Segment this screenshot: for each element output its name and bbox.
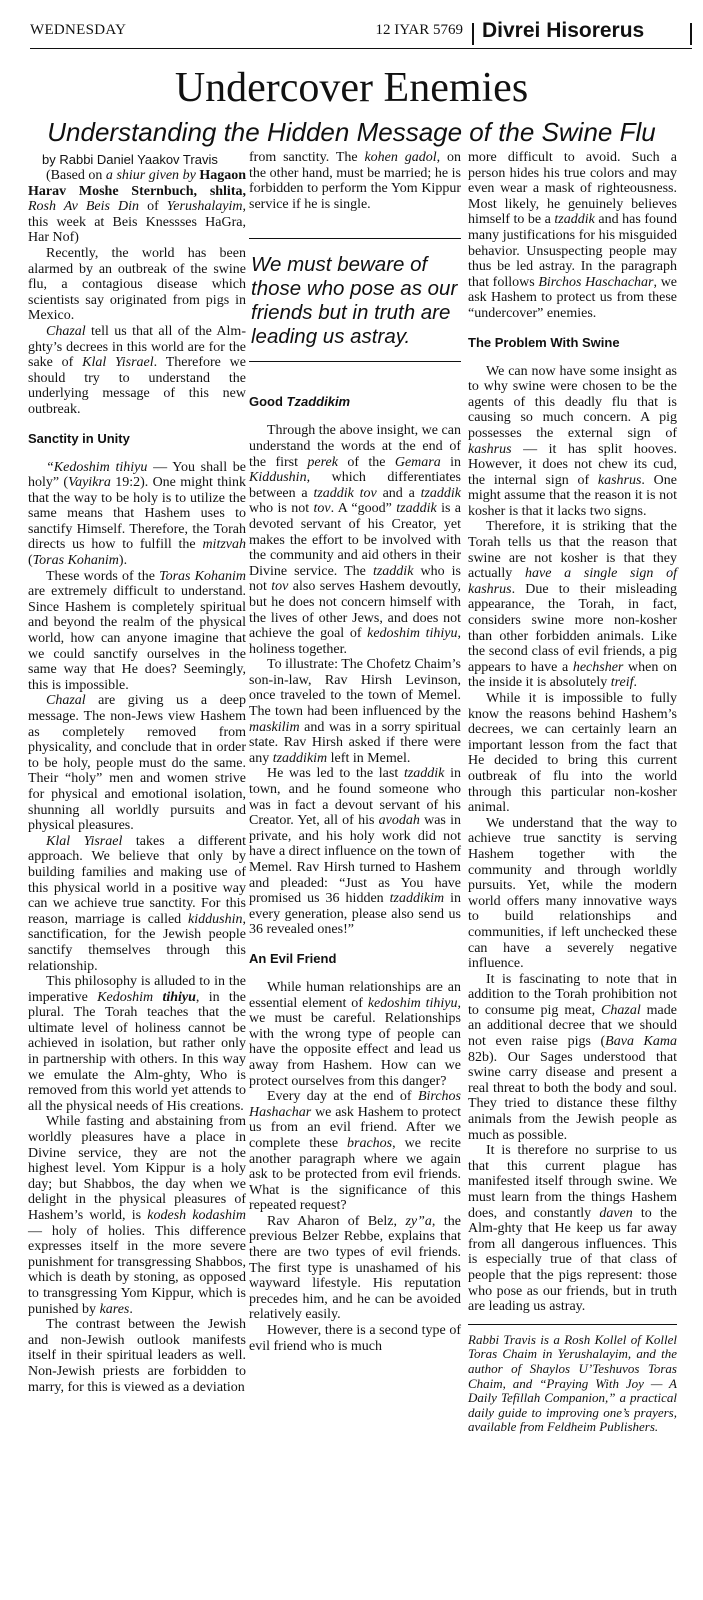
paragraph: These words of the Toras Kohanim are extremely difficult to understand. Since Hashem is completely spiritual and beyond the realm of the physical world, how can anyone imagine that we could sanctify ourselves in the same way that He does? Seemingly, this is impossible. (28, 568, 246, 693)
author-bio: Rabbi Travis is a Rosh Kollel of Kollel Toras Chaim in Yerushalayim, and the author of Shaylos U’Teshuvos Toras Chaim, and “Praying With Joy — A Daily Tefillah Companion,” a practical daily guide to improving one’s prayers, available from Feldheim Publishers. (468, 1324, 677, 1435)
intro-paragraph: (Based on a shiur given by Hagaon Harav Moshe Sternbuch, shlita, Rosh Av Beis Din of Yerushalayim, this week at Beis Knessses HaGra, Har Nof) (28, 168, 247, 246)
paragraph: We understand that the way to achieve true sanctity is serving Hashem together with the community and through worldly pursuits. Yet, while the modern world offers many innovative ways to build relationships and communities, if left unchecked these can have a severely negative influence. (468, 815, 677, 972)
paragraph: Chazal are giving us a deep message. The non-Jews view Hashem as completely removed from physicality, and conclude that in order to be holy, people must do the same. Their “holy” men and women strive for physical and emotional isolation, shunning all worldly pursuits and physical pleasures. (28, 693, 246, 834)
paragraph: It is fascinating to note that in addition to the Torah prohibition not to consume pig meat, Chazal made an additional decree that we should not even raise pigs (Bava Kama 82b). Our Sages understood that swine carry disease and present a real threat to both the body and soul. They tried to distance these filthy animals from the Jewish people as much as possible. (468, 971, 677, 1143)
header-day: WEDNESDAY (30, 22, 127, 38)
column-3 (468, 150, 677, 1435)
article-title: Undercover Enemies (174, 65, 529, 111)
paragraph: more difficult to avoid. Such a person hides his true colors and may even wear a mask of righteousness. Most likely, he genuinely believes himself to be a tzaddik and has found many justifications for his misguided behavior. Unsuspecting people may thus be led astray. In the paragraph that follows Birchos Haschachar, we ask Hashem to protect us from these “undercover” enemies. (468, 150, 678, 321)
paragraph: Through the above insight, we can understand the words at the end of the first perek of the Gemara in Kiddushin, which differentiates between a tzaddik tov and a tzaddik who is not tov. A “good” tzaddik is a devoted servant of his Creator, yet makes the effort to be involved with the community and aid others in their Divine service. The tzaddik who is not tov also serves Hashem devoutly, but he does not concern himself with the lives of other Jews, and does not achieve the goal of kedoshim tihiyu, holiness together. (249, 423, 462, 657)
paragraph: Every day at the end of Birchos Hashachar we ask Hashem to protect us from an evil friend. After we complete these brachos, we recite another paragraph where we again ask to be protected from evil friends. What is the significance of this repeated request? (249, 1089, 461, 1214)
pull-quote: We must beware of those who pose as our friends but in truth are leading us astray. (249, 238, 461, 362)
paragraph: Rav Aharon of Belz, zy”a, the previous Belzer Rebbe, explains that there are two types of evil friends. The first type is unashamed of his wayward lifestyle. His reputation precedes him, and he can be avoided relatively easily. (249, 1213, 461, 1323)
paragraph: To illustrate: The Chofetz Chaim’s son-in-law, Rav Hirsh Levinson, once traveled to the town of Memel. The town had been influenced by the maskilim and was in a sorry spiritual state. Rav Hirsh asked if there were any tzaddikim left in Memel. (249, 657, 461, 766)
paragraph: We can now have some insight as to why swine were chosen to be the agents of this deadly flu that is causing so much concern. A pig possesses the external sign of kashrus — it has split hooves. However, it does not chew its cud, the internal sign of kashrus. One might assume that the reason it is not kosher is that it lacks two signs. (468, 363, 677, 519)
section-heading-good-tzaddikim: Good Tzaddikim (249, 394, 351, 410)
paragraph: While human relationships are an essential element of kedoshim tihiyu, we must be careful. Relationships with the wrong type of people can have the opposite effect and lead us away from Hashem. How can we protect ourselves from this danger? (249, 979, 461, 1089)
paragraph: This philosophy is alluded to in the imperative Kedoshim tihiyu, in the plural. The Torah teaches that the ultimate level of holiness cannot be achieved in isolation, but rather only in partnership with others. In this way we emulate the Alm-ghty, Who is removed from this world yet attends to all the physical needs of His creations. (28, 974, 246, 1114)
section-heading-sanctity: Sanctity in Unity (28, 430, 130, 446)
paragraph: However, there is a second type of evil friend who is much (249, 1323, 461, 1354)
paragraph: “Kedoshim tihiyu — You shall be holy” (Vayikra 19:2). One might think that the way to be holy is to utilize the same means that Hashem uses to sanctify Himself. Therefore, the Torah directs us how to fulfill the mitzvah (Toras Kohanim). (28, 459, 246, 569)
paragraph: He was led to the last tzaddik in town, and he found someone who was in fact a devout servant of his Creator. Yet, all of his avodah was in private, and his holy work did not have a direct influence on the town of Memel. Rav Hirsh turned to Hashem and pleaded: “Just as You have promised us 36 hidden tzaddikim in every generation, please also send us 36 revealed ones!” (249, 766, 461, 938)
header-divider-end (690, 23, 692, 45)
paragraph: While it is impossible to fully know the reasons behind Hashem’s decrees, we can certainly learn an important lesson from the fact that He decided to bring this current outbreak of flu into the world through this particular non-kosher animal. (468, 691, 677, 816)
paragraph: Therefore, it is striking that the Torah tells us that the reason that swine are not kosher is that they actually have a single sign of kashrus. Due to their misleading appearance, the Torah, in fact, considers swine more non-kosher than other forbidden animals. Like the second class of evil friends, a pig appears to have a hechsher when on the inside it is absolutely treif. (468, 519, 677, 691)
paragraph: Recently, the world has been alarmed by an outbreak of the swine flu, a contagious disease which scientists say originated from pigs in Mexico. (28, 245, 246, 324)
header-divider (472, 23, 474, 45)
section-heading-evil-friend: An Evil Friend (249, 950, 337, 966)
column-1 (28, 168, 246, 1395)
paragraph: from sanctity. The kohen gadol, on the other hand, must be married; he is forbidden to perform the Yom Kippur service if he is single. (249, 150, 461, 212)
publication-name: Divrei Hisorerus (482, 19, 645, 42)
column-2 (249, 150, 461, 1354)
byline: by Rabbi Daniel Yaakov Travis (42, 152, 218, 167)
header-date: 12 IYAR 5769 (375, 22, 463, 38)
paragraph: While fasting and abstaining from worldly pleasures have a place in Divine service, they are not the highest level. Yom Kippur is a holy day; but Shabbos, the day when we delight in the physical pleasures of Hashem’s world, is kodesh kodashim — holy of holies. This difference expresses itself in the more severe punishment for transgressing Shabbos, which is death by stoning, as opposed to transgressing Yom Kippur, which is punished by kares. (28, 1114, 246, 1317)
paragraph: The contrast between the Jewish and non-Jewish outlook manifests itself in their spiritual leaders as well. Non-Jewish priests are forbidden to marry, for this is viewed as a deviation (28, 1317, 246, 1395)
header-rule (30, 48, 692, 49)
paragraph: Klal Yisrael takes a different approach. We believe that only by building families and making use of this physical world in a positive way can we achieve true sanctity. For this reason, marriage is called kiddushin, sanctification, for the Jewish people sanctify themselves through this relationship. (28, 833, 246, 974)
paragraph: It is therefore no surprise to us that this current plague has manifested itself through swine. We must learn from the things Hashem does, and constantly daven to the Alm-ghty that He keep us far away from all dangerous influences. This is especially true of that class of people that the pigs represent: those who pose as our friends, but in truth are leading us astray. (468, 1143, 677, 1315)
section-heading-problem-swine: The Problem With Swine (468, 334, 620, 350)
paragraph: Chazal tell us that all of the Alm-ghty’s decrees in this world are for the sake of Klal Yisrael. Therefore we should try to understand the underlying message of this new outbreak. (28, 323, 246, 417)
article-subtitle: Understanding the Hidden Message of the Swine Flu (47, 117, 656, 147)
